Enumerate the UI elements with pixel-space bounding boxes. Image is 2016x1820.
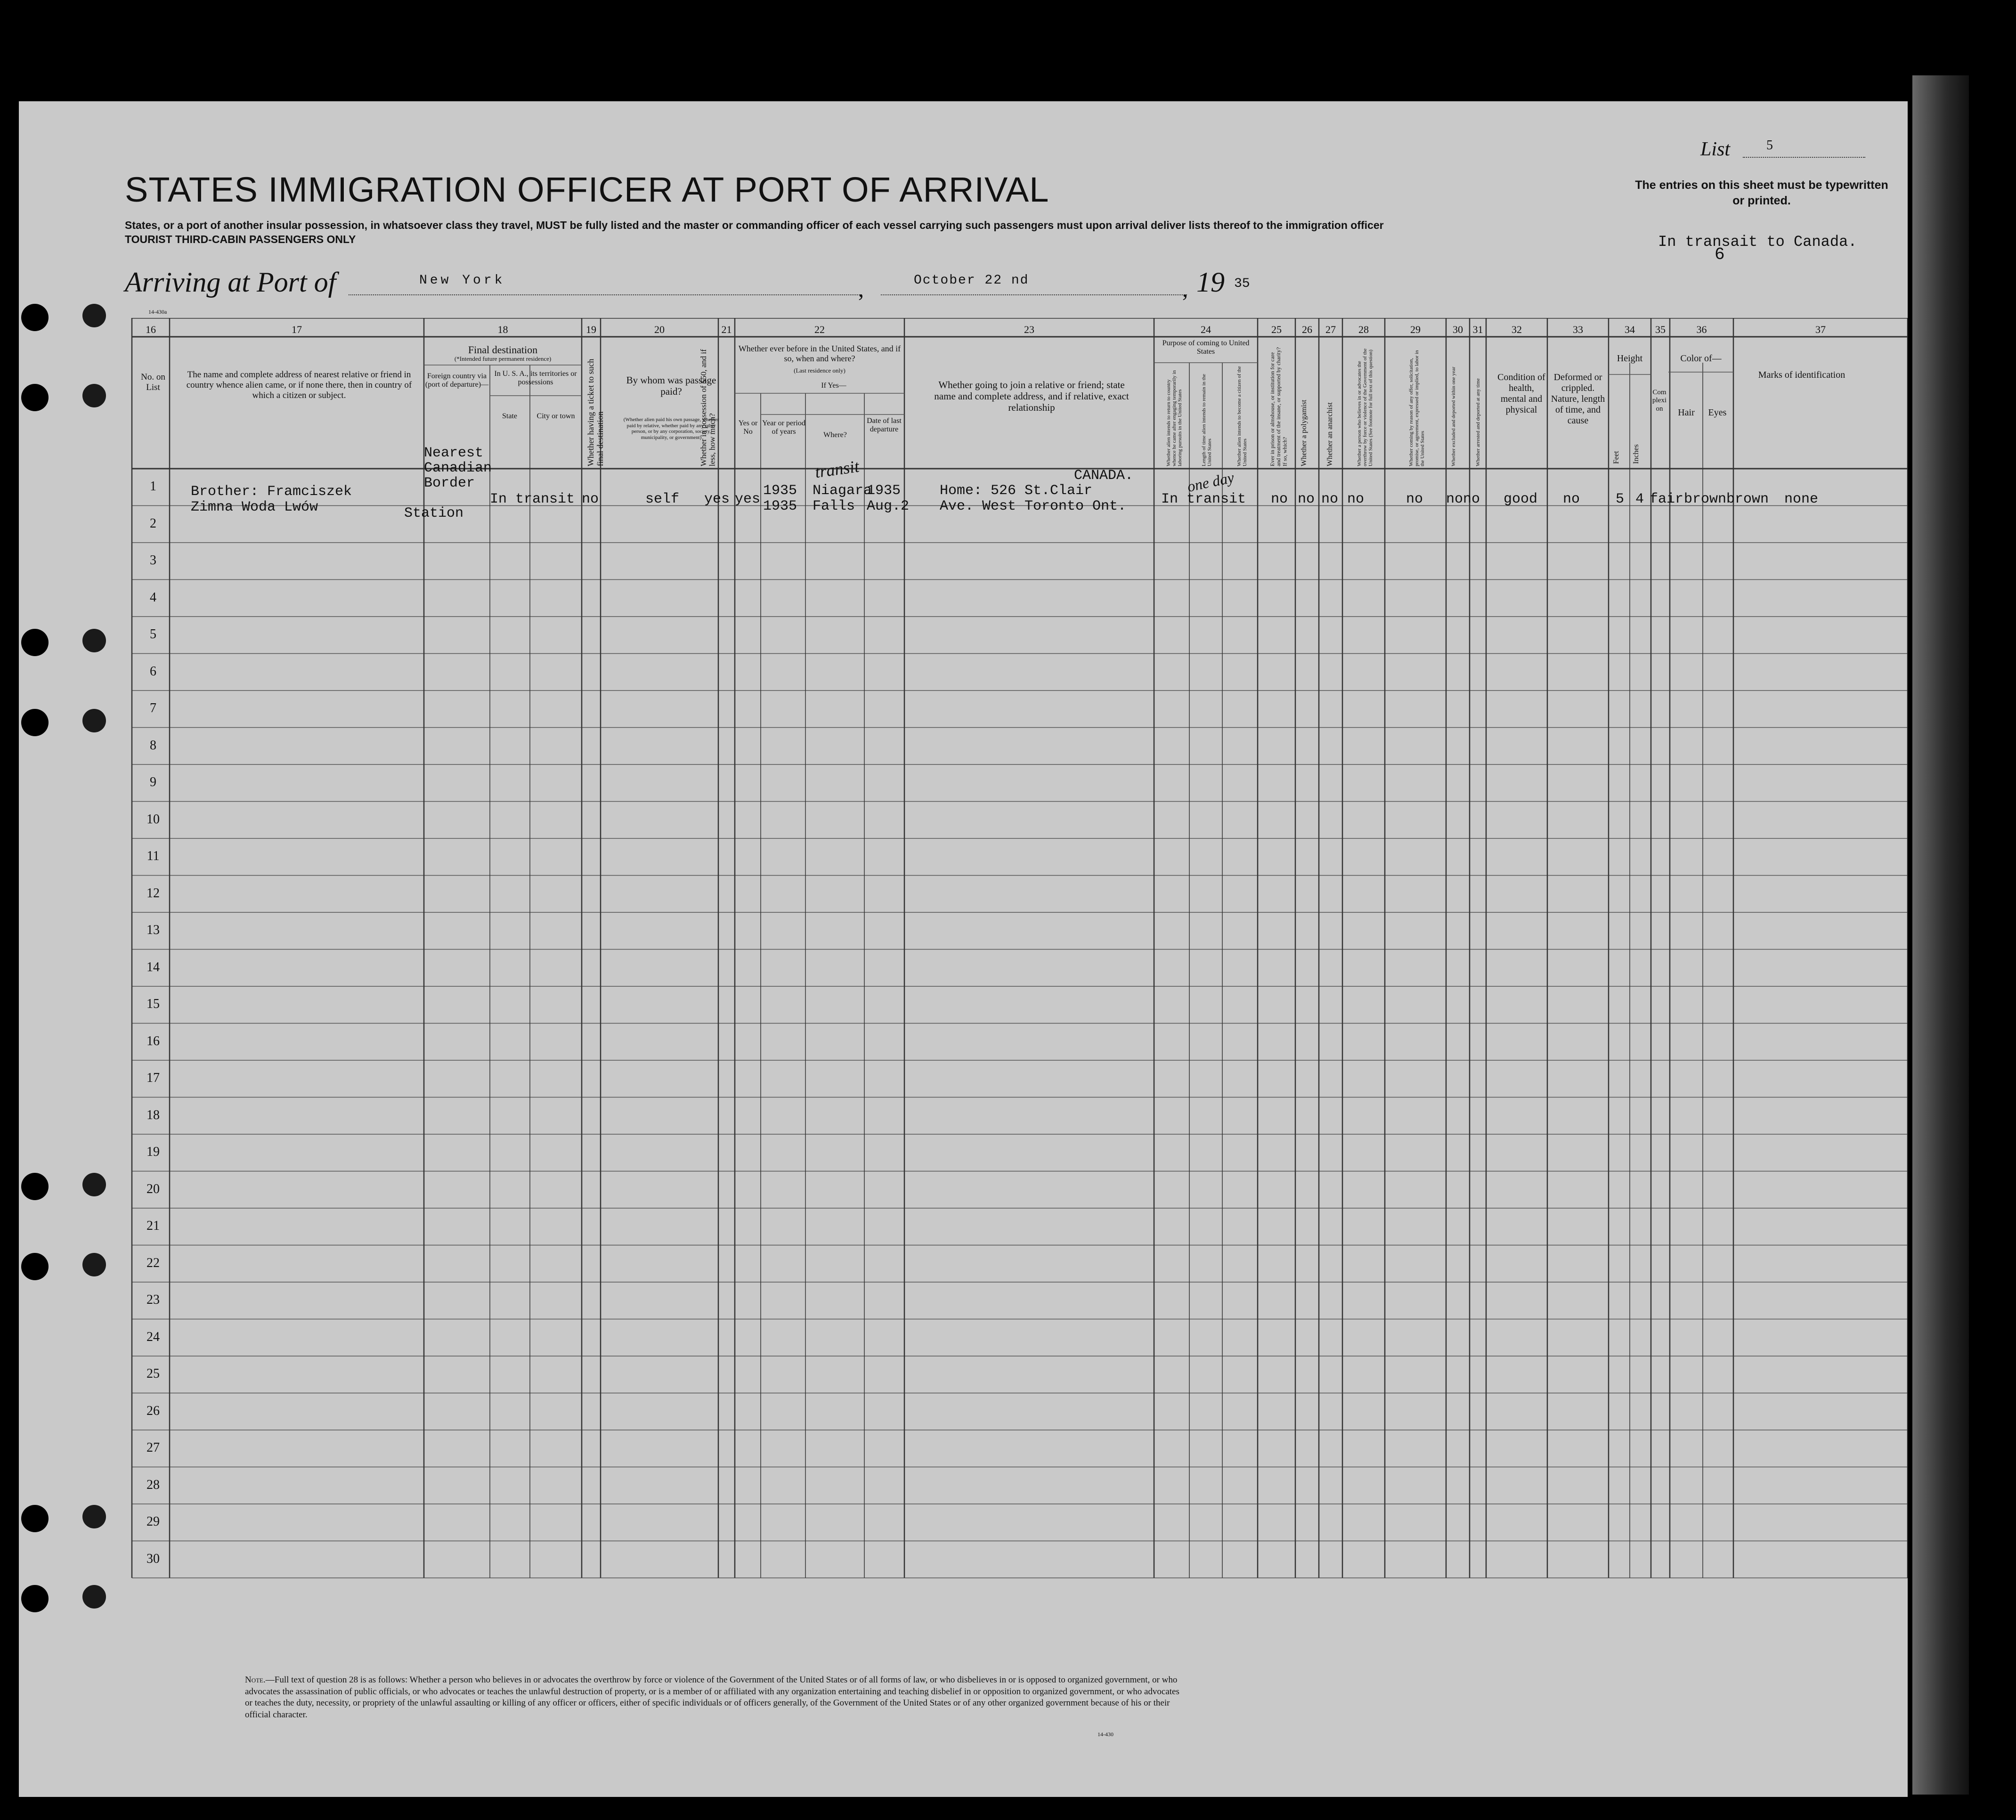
row-number: 19: [146, 1145, 160, 1159]
header-c24-a: Whether alien intends to return to country whence he came after engaging temporarily in laboring pursuits in the United States: [1166, 370, 1183, 466]
header-c34: Height: [1617, 353, 1643, 364]
year-2: 1935: [763, 498, 797, 514]
arriving-label: Arriving at Port of: [125, 267, 336, 298]
tourist-class-label: TOURIST THIRD-CABIN PASSENGERS ONLY: [125, 233, 356, 245]
header-c31: Whether arrested and deported at any time: [1475, 378, 1481, 466]
footnote-text: —Full text of question 28 is as follows: Whether a person who believes in or advocates the overthrow by force or violence of the Government of the United States or of all forms of law, or who disbelieves in or is opposed to organized government, or who advocates the assassination of public officials, or who advocates or teaches the unlawful destruction of property, or is a member of or affiliated with any organization entertaining and teaching disbelief in or opposition to organized government, or who advocates or teaches the duty, necessity, or propriety of the unlawful assaulting or killing of any officer or officers, either of specific individuals or of officers generally, of the Government of the United States or of any other organized government because of his or their official character.: [245, 1675, 1179, 1720]
column-number: 33: [1573, 324, 1583, 335]
header-c32: Condition of health, mental and physical: [1497, 372, 1545, 415]
row-number: 4: [150, 590, 156, 605]
column-number: 23: [1024, 324, 1034, 335]
row-number: 30: [146, 1551, 160, 1566]
binder-hole: [21, 1173, 49, 1200]
column-number: 22: [814, 324, 825, 335]
year-prefix: 19: [1196, 267, 1225, 298]
page-title: STATES IMMIGRATION OFFICER AT PORT OF ARRIVAL: [125, 170, 1049, 209]
foreign-line-3: Border: [424, 475, 475, 491]
row-number: 18: [146, 1107, 160, 1122]
join-line-2: Ave. West Toronto Ont.: [940, 498, 1127, 514]
binder-hole: [82, 629, 106, 652]
column-number: 32: [1512, 324, 1522, 335]
binder-hole: [21, 709, 49, 736]
transit-note: In transait to Canada.: [1658, 233, 1857, 251]
header-c36: Color of—: [1680, 353, 1722, 364]
binder-hole: [82, 304, 106, 327]
list-number-line: [1743, 157, 1865, 158]
header-c36-eyes: Eyes: [1708, 407, 1727, 418]
binder-hole: [21, 629, 49, 656]
handwritten-transit: transit: [813, 456, 861, 482]
binder-hole: [21, 1253, 49, 1280]
row-number: 16: [146, 1033, 160, 1048]
column-number: 26: [1302, 324, 1312, 335]
binder-hole: [82, 1505, 106, 1528]
header-c25: Ever in prison or almshouse, or institution for care and treatment of the insane, or supported by charity? If so, which?: [1269, 347, 1288, 466]
header-c18-usa: In U. S. A., its territories or possessions: [494, 370, 577, 387]
foreign-line-1: Nearest: [424, 445, 484, 461]
header-c36-hair: Hair: [1678, 407, 1695, 418]
purpose: In transit: [1161, 491, 1246, 507]
column-number: 19: [586, 324, 596, 335]
row-number: 29: [146, 1514, 160, 1529]
comma-2: ,: [1182, 277, 1188, 302]
binder-hole: [82, 1173, 106, 1196]
date-1: 1935: [867, 483, 901, 499]
header-c18-state: State: [502, 412, 517, 420]
header-c28: Whether a person who believes in or advocates the overthrow by force or violence of the Government of the United States (See footnote for full text of this question): [1357, 348, 1374, 466]
excluded: no: [1446, 491, 1463, 507]
footnote: [245, 1674, 1187, 1721]
table-rules: [19, 318, 1908, 1651]
port-line: [349, 294, 862, 295]
column-number: 29: [1410, 324, 1421, 335]
column-number: 24: [1201, 324, 1211, 335]
relative-line-2: Zimna Woda Lwów: [191, 499, 318, 515]
relative-line-1: Brother: Framciszek: [191, 484, 352, 500]
row-number: 7: [150, 701, 156, 715]
final-destination: In transit: [490, 491, 575, 507]
fifty-dollars: yes: [704, 491, 730, 507]
row-number: 25: [146, 1366, 160, 1381]
list-label-text: List: [1700, 138, 1731, 160]
comma-1: ,: [858, 277, 864, 302]
header-c17: The name and complete address of nearest relative or friend in country whence alien came, or if none there, then in country of which a citizen or subject.: [186, 370, 412, 400]
subtitle-instructions: States, or a port of another insular possession, in whatsoever class they travel, MUST be fully listed and the master or commanding officer of each vessel carrying such passengers must upon arrival deliver lists thereof to the immigration officer: [125, 219, 1384, 231]
header-c22-yesno: Yes or No: [738, 419, 758, 436]
prison: no: [1271, 491, 1288, 507]
binder-hole: [21, 384, 49, 411]
column-number: 17: [292, 324, 302, 335]
header-c16: No. on List: [141, 372, 165, 392]
binder-hole: [82, 1585, 106, 1609]
height-inches: 4: [1635, 491, 1644, 507]
date-line: [881, 294, 1187, 295]
eye-color: brown: [1726, 491, 1769, 507]
header-c20: By whom was passage paid?: [626, 374, 716, 398]
row-number: 26: [146, 1403, 160, 1418]
manifest-sheet: [19, 101, 1908, 1797]
year-1: 1935: [763, 483, 797, 499]
row-number: 28: [146, 1477, 160, 1492]
join-country: CANADA.: [1074, 468, 1134, 484]
column-number: 36: [1696, 324, 1707, 335]
arrested: no: [1463, 491, 1480, 507]
header-c20-note: (Whether alien paid his own passage, whether paid by relative, whether paid by any other person, or by any corporation, society, municipality, or government): [623, 417, 719, 440]
header-c22-year: Year or period of years: [762, 419, 805, 436]
header-c34-feet: Feet: [1612, 451, 1620, 464]
row-number: 11: [146, 849, 160, 863]
column-number: 16: [146, 324, 156, 335]
join-line-1: Home: 526 St.Clair: [940, 483, 1093, 499]
header-c24-c: Whether alien intends to become a citizen of the United States: [1236, 366, 1248, 466]
marks: none: [1784, 491, 1819, 507]
binder-hole: [21, 1505, 49, 1532]
column-number: 20: [654, 324, 665, 335]
header-c22-sub: (Last residence only): [794, 367, 845, 374]
row-number: 9: [150, 775, 156, 789]
row-number: 23: [146, 1292, 160, 1307]
port-of-arrival: New York: [419, 273, 505, 288]
row-number: 8: [150, 738, 156, 753]
header-c24-b: Length of time alien intends to remain in the United States: [1201, 374, 1213, 466]
row-number: 15: [146, 997, 160, 1011]
row-number: 6: [150, 664, 156, 679]
header-c23: Whether going to join a relative or friend; state name and complete address, and if relative, exact relationship: [934, 379, 1129, 414]
row-number: 13: [146, 923, 160, 937]
row-number: 1: [150, 479, 156, 494]
header-c33: Deformed or crippled. Nature, length of time, and cause: [1551, 372, 1605, 426]
list-number: 5: [1766, 138, 1773, 153]
footnote-code: 14-430: [1097, 1731, 1114, 1738]
header-c21: Whether in possession of $50, and if less, how much?: [699, 349, 717, 466]
header-c37: Marks of identification: [1758, 370, 1845, 380]
foreign-line-4: Station: [404, 505, 464, 521]
offer: no: [1406, 491, 1423, 507]
header-c34-inches: Inches: [1632, 444, 1640, 464]
header-c22-date: Date of last departure: [867, 417, 902, 434]
column-number: 34: [1625, 324, 1635, 335]
anarchist: no: [1321, 491, 1339, 507]
date-2: Aug.2: [867, 498, 910, 514]
row-number: 17: [146, 1071, 160, 1085]
where-2: Falls: [813, 498, 855, 514]
complexion: fair: [1650, 491, 1684, 507]
header-c29: Whether coming by reason of any offer, solicitation, promise, or agreement, expressed or implied, to labor in the United States: [1408, 350, 1426, 466]
typewritten-instruction: The entries on this sheet must be typewritten or printed.: [1635, 179, 1888, 207]
column-number: 18: [497, 324, 508, 335]
header-c22-title: Whether ever before in the United States, and if so, when and where?: [738, 344, 901, 363]
header-c18-title: Final destination: [468, 344, 538, 356]
handwritten-one-day: one day: [1186, 468, 1236, 496]
hair-color: brown: [1684, 491, 1727, 507]
foreign-line-2: Canadian: [424, 460, 492, 476]
row-number: 12: [146, 886, 160, 901]
header-c18-foreign: Foreign country via (port of departure)—: [425, 372, 489, 389]
row-number: 5: [150, 627, 156, 642]
header-c27: Whether an anarchist: [1326, 402, 1334, 466]
manifest-table: [19, 318, 1908, 1651]
binder-hole: [82, 384, 106, 407]
header-c19: Whether having a ticket to such final destination: [586, 358, 605, 466]
binder-hole: [82, 709, 106, 732]
row-number: 27: [146, 1440, 160, 1455]
header-c22-where: Where?: [823, 431, 847, 439]
column-number: 30: [1453, 324, 1463, 335]
header-c22-ifyes: If Yes—: [821, 382, 846, 390]
height-feet: 5: [1616, 491, 1625, 507]
overthrow: no: [1347, 491, 1365, 507]
row-number: 20: [146, 1181, 160, 1196]
polygamist: no: [1298, 491, 1315, 507]
binder-hole: [21, 304, 49, 331]
where-1: Niagara: [813, 483, 872, 499]
header-c24-title: Purpose of coming to United States: [1162, 339, 1250, 356]
year-suffix: 35: [1234, 276, 1250, 291]
header-c30: Whether excluded and deported within one year: [1451, 366, 1456, 466]
row-number: 24: [146, 1329, 160, 1344]
row-number: 2: [150, 516, 156, 531]
before-in-us: yes: [735, 491, 761, 507]
book-page-edges: [1912, 75, 1969, 1795]
column-number: 27: [1325, 324, 1336, 335]
list-label: [1700, 138, 1730, 161]
header-c26: Whether a polygamist: [1300, 399, 1308, 466]
row-number: 10: [146, 812, 160, 827]
row-number: 22: [146, 1255, 160, 1270]
form-code: 14-430a: [148, 309, 167, 315]
ticket: no: [582, 491, 599, 507]
health: good: [1504, 491, 1538, 507]
column-number: 31: [1472, 324, 1483, 335]
binder-hole: [21, 1585, 49, 1612]
header-c35: Complexion: [1652, 389, 1666, 413]
column-number: 21: [721, 324, 732, 335]
column-number: 37: [1815, 324, 1826, 335]
deformed: no: [1563, 491, 1580, 507]
column-number: 25: [1271, 324, 1282, 335]
transit-mark: 6: [1715, 245, 1725, 264]
binder-hole: [82, 1253, 106, 1276]
arrival-date: October 22 nd: [914, 273, 1029, 288]
row-number: 21: [146, 1219, 160, 1233]
row-number: 14: [146, 959, 160, 975]
footnote-label: Note.: [245, 1675, 266, 1685]
header-c18-city: City or town: [537, 412, 575, 420]
passage-paid: self: [645, 491, 680, 507]
row-number: 3: [150, 553, 156, 568]
header-c18-sub: (*Intended future permanent residence): [454, 355, 552, 362]
column-number: 35: [1655, 324, 1666, 335]
column-number: 28: [1358, 324, 1369, 335]
